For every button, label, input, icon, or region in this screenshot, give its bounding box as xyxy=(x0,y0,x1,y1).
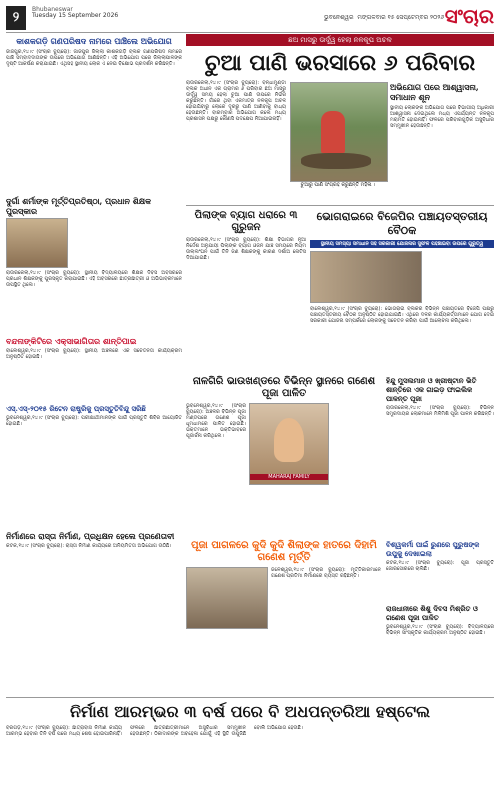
left-top-body: ଜାଜପୁର,୧୪।୯ (ସଂଚାର ବ୍ୟୁରୋ): ଜାଜପୁର ଜିଲ୍ଲା କାଶକଗଡ଼ି ବ୍ଲକ ଗଣପରିଷଦ ନାମରେ ପାଞ୍ଚି ସମ୍ବାଦଦାତାଙ୍କ ଉପରେ ଅଭିଯୋଗ ଆଣିଛନ୍ତି। ଏହି ଅଭିଯୋଗ ପରେ ଜିଲ୍ଲାପାଳଙ୍କ ଦୃଷ୍ଟି ଆକର୍ଷଣ କରାଯାଇଛି। ଏଥିସହ ସ୍ଥାନୀୟ ଲୋକ ଏ ନେଇ ବିକ୍ଷୋଭ ପ୍ରଦର୍ଶନ କରିଛନ୍ତି। xyxy=(6,49,182,67)
left-top-headline: କାଶକଗଡ଼ି ଗଣପରିଷଦ ନାମରେ ପାଞ୍ଚିଲେ ଅଭିଯୋଗ xyxy=(16,36,172,46)
left-story-1-photo xyxy=(6,218,68,268)
page-number: ୨ xyxy=(6,6,26,30)
photo-label: MAHARAJ FAMILY xyxy=(250,474,328,480)
top-headline: ଚୁଆ ପାଣି ଭରସାରେ ୬ ପରିବାର xyxy=(204,50,476,76)
photo-pit xyxy=(301,153,371,169)
story3-subhead: ସ୍ଥାନୀୟ ସମସ୍ୟା ସମାଧାନ ସହ ସରକାରୀ ଯୋଜନାର ସୁଫଳ ପହଞ୍ଚାଇବା ଉପରେ ଗୁରୁତ୍ୱ xyxy=(310,240,494,248)
divider-bottom xyxy=(6,697,494,698)
right-story-2-headline: ବିଶ୍ୱକର୍ମା ପାଇଁ ରୁଣରେ ପୁରୁଷଙ୍କ ଉପୁକୁ ଦେଖାଇଲା xyxy=(386,540,480,558)
left-top-story xyxy=(6,36,182,186)
center-photo xyxy=(249,403,329,485)
left-story-1-headline: ଦୁର୍ଗା ଶର୍ମାଙ୍କ ମୂର୍ତ୍ତିପ୍ରତିଷ୍ଠା, ପ୍ରଧାନ ଶିକ୍ଷକ ପୁରସ୍କାର xyxy=(6,196,152,216)
center-body-2 xyxy=(332,403,382,523)
top-story-photo xyxy=(290,82,388,182)
top-banner: ଛଅ ମାସରୁ ଊର୍ଦ୍ଧ୍ୱ ହେଲା ନଳକୂପ ଅଚଳ xyxy=(186,34,494,46)
left-story-3-headline: ଏସ୍.ଏସ୍-୨୦୧୫ ରିଟେନ ରାଷ୍ଟ୍ରିକୁ ପ୍ରସ୍ତୁତିବିନ୍ଦୁ ସରିଛି xyxy=(6,404,146,413)
date-odia xyxy=(324,14,444,22)
story3-headline: ଭୋଗରାଇରେ ବିଜେପିର ପଞ୍ଚାୟତସ୍ତରୀୟ ବୈଠକ xyxy=(316,210,488,237)
right-story-3 xyxy=(386,604,494,694)
top-story-body-block xyxy=(186,80,286,200)
right-story-3-body: ଭୁବନେଶ୍ୱର,୧୪।୯ (ସଂଚାର ବ୍ୟୁରୋ): ବିଦ୍ୟାଳୟରେ ବିଭିନ୍ନ ସାଂସ୍କୃତିକ କାର୍ଯ୍ୟକ୍ରମ ଅନୁଷ୍ଠିତ ହୋଇଛି। xyxy=(386,624,494,636)
left-story-4-body: କଟକ,୧୪।୯ (ସଂଚାର ବ୍ୟୁରୋ): ରାସ୍ତା ନିର୍ମାଣ କାର୍ଯ୍ୟରେ ଅନିୟମିତତା ଅଭିଯୋଗ ଉଠିଛି। xyxy=(6,543,172,549)
left-story-4-headline: ନିର୍ମାଣରେ ରାସ୍ତା ନିର୍ମାଣ, ପ୍ରଧିକ୍ଷନ ହେଲେ ପ୍ରଣେତାବୀ xyxy=(6,531,175,541)
date-odia-left: ଭୁବନେଶ୍ୱର xyxy=(324,14,354,21)
story3-photo xyxy=(310,251,422,303)
center-story xyxy=(186,376,382,536)
top-photo-caption: ଚୁଆରୁ ପାଣି ସଂଗ୍ରହ କରୁଛନ୍ତି ମହିଳା । xyxy=(300,182,376,188)
story3-body: ବାଲେଶ୍ୱର,୧୪।୯ (ସଂଚାର ବ୍ୟୁରୋ): ଭୋଗରାଇ ବ୍ଲକର ବିଭିନ୍ନ ପଞ୍ଚାୟତରେ ବିଜେପି ପକ୍ଷରୁ ପଞ୍ଚାୟତସ୍ତରୀୟ ବୈଠକ ଅନୁଷ୍ଠିତ ହୋଇଯାଇଛି। ଏଥିରେ ଦଳର କାର୍ଯ୍ୟକର୍ତ୍ତାମାନେ ଯୋଗ ଦେଇ ସରକାରୀ ଯୋଜନା ସମ୍ପର୍କରେ ଲୋକଙ୍କୁ ସଚେତନ କରିବା ପାଇଁ ଆଲୋଚନା କରିଥିଲେ। xyxy=(310,306,494,324)
bottom-mid-photo xyxy=(186,567,268,629)
date-english: Tuesday 15 September 2026 xyxy=(32,12,119,19)
left-story-1-body: ରାଉରକେଲା,୧୪।୯ (ସଂଚାର ବ୍ୟୁରୋ): ସ୍ଥାନୀୟ ବିଦ୍ୟାଳୟରେ ଶିକ୍ଷକ ଦିବସ ଅବସରରେ ପ୍ରଧାନ ଶିକ୍ଷକଙ୍କୁ ପୁରସ୍କୃତ କରାଯାଇଛି। ଏହି ଅବସରରେ ଛାତ୍ରଛାତ୍ରୀ ଓ ଅଭିଭାବକମାନେ ଉପସ୍ଥିତ ଥିଲେ। xyxy=(6,270,182,288)
top-side-headline: ଅଭିଯୋଗ ପରେ ଆଶ୍ୱାସନା, ସମାଧାନ ଶୂନ xyxy=(390,82,479,102)
photo-figure xyxy=(321,111,345,153)
left-story-3-body: ଭୁବନେଶ୍ୱର,୧୪।୯ (ସଂଚାର ବ୍ୟୁରୋ): ପରୀକ୍ଷାର୍ଥୀମାନଙ୍କ ପାଇଁ ପ୍ରସ୍ତୁତି ଶିବିର ଆୟୋଜିତ ହୋଇଛି। xyxy=(6,415,182,427)
page-header xyxy=(6,6,494,33)
left-column xyxy=(6,196,182,696)
story-ganesh-idol-making xyxy=(186,540,382,670)
center-headline: ନାଳଗିରି ଭାଉଖଣ୍ଡରେ ବିଭିନ୍ନ ସ୍ଥାନରେ ଗଣେଶ ପୂଜା ପାଳିତ xyxy=(192,376,376,399)
bottom-headline: ନିର୍ମାଣ ଆରମ୍ଭର ୩ ବର୍ଷ ପରେ ବି ଅଧପନ୍ତରିଆ ହଷ୍ଟେଲ xyxy=(70,702,430,721)
left-story-2-body: ବାଲେଶ୍ୱର,୧୪।୯ (ସଂଚାର ବ୍ୟୁରୋ): ସ୍ଥାନୀୟ ଅଞ୍ଚଳରେ ଏକ ସଚେତନତା କାର୍ଯ୍ୟକ୍ରମ ଅନୁଷ୍ଠିତ ହୋଇଛି। xyxy=(6,348,182,360)
story-bjp-meeting xyxy=(310,210,494,370)
top-side-block xyxy=(390,82,494,202)
top-story-body: ରାଉରକେଲା,୧୪।୯ (ସଂଚାର ବ୍ୟୁରୋ): ବନ୍ଧାମୁଣ୍ଡା ବ୍ଲକ ଅଧୀନ ଏକ ଗ୍ରାମର ୬ ପରିବାର ଛଅ ମାସରୁ ଊର୍ଦ୍ଧ୍ୱ ସମୟ ହେଲା ଚୁଆ ପାଣି ଉପରେ ନିର୍ଭର କରୁଛନ୍ତି। ଗାଁରେ ଥିବା ଏକମାତ୍ର ନଳକୂପ ଅଚଳ ହୋଇଯିବାରୁ ଲୋକେ ଦୂରରୁ ପାଣି ଆଣିବାକୁ ବାଧ୍ୟ ହେଉଛନ୍ତି। ବାରମ୍ବାର ଅଭିଯୋଗ କଲେ ମଧ୍ୟ ପ୍ରଶାସନ ପକ୍ଷରୁ କୌଣସି ପଦକ୍ଷେପ ନିଆଯାଇନାହିଁ। xyxy=(186,80,286,122)
top-side-body: ସ୍ଥାନୀୟ ଲୋକଙ୍କ ଅଭିଯୋଗ ପରେ ବିଭାଗୀୟ ଅଧିକାରୀ ଆଶ୍ୱାସନା ଦେଇଥିଲେ ମଧ୍ୟ ଏପର୍ଯ୍ୟନ୍ତ ନଳକୂପ ମରାମତି ହୋଇନାହିଁ। ଫଳରେ ପରିବାରଗୁଡ଼ିକ ଅସୁବିଧାର ସମ୍ମୁଖୀନ ହେଉଛନ୍ତି। xyxy=(390,105,494,129)
story-bag-check xyxy=(186,210,306,370)
idol-figure xyxy=(274,418,304,462)
bottom-mid-body: ଜଳେଶ୍ୱର,୧୪।୯ (ସଂଚାର ବ୍ୟୁରୋ): ମୃର୍ତ୍ତିକାରମାନେ ଗଣେଶ ପ୍ରତିମା ନିର୍ମାଣରେ ବ୍ୟସ୍ତ ରହିଛନ୍ତି। xyxy=(271,567,381,579)
story2-headline: ପିଲାଙ୍କ ବ୍ୟାଗ ଧରାରେ ୩ ଗୁରୁଜନ xyxy=(194,210,298,233)
right-story-2-body: କଟକ,୧୪।୯ (ସଂଚାର ବ୍ୟୁରୋ): ପୂଜା ପ୍ରସ୍ତୁତି ଜୋରସୋରରେ ଚାଲିଛି। xyxy=(386,560,494,572)
city-label: Bhubaneswar xyxy=(32,6,73,13)
bottom-body: ବରଗଡ଼,୧୪।୯ (ସଂଚାର ବ୍ୟୁରୋ): ଛାତ୍ରାବାସ ନିର୍ମାଣ କାର୍ଯ୍ୟ ଆରମ୍ଭ ହେବାର ତିନି ବର୍ଷ ପରେ ମଧ୍ୟ ଶେଷ ହୋଇପାରିନାହିଁ। ଫଳରେ ଛାତ୍ରଛାତ୍ରୀମାନେ ଅସୁବିଧାର ସମ୍ମୁଖୀନ ହେଉଛନ୍ତି। ଠିକାଦାରଙ୍କ ଅବହେଳା ଯୋଗୁଁ ଏହି ସ୍ଥିତି ଉପୁଜିଛି ବୋଲି ଅଭିଯୋଗ ହେଉଛି। xyxy=(6,725,303,737)
bottom-mid-headline: ପୂଜା ପାଗଳରେ କୁଦି କୁଦି ଶିଲାଙ୍କ ହାତରେ ଦିହାମି ଗଣେଶ ମୂର୍ତ୍ତି xyxy=(191,540,377,563)
date-odia-right: ମଙ୍ଗଳବାର ୧୫ ସେପ୍ଟେମ୍ବର ୨୦୨୬ xyxy=(357,14,445,21)
right-story-3-headline: ରାଜଧାନୀରେ ଶିଶୁ ଦିବସ ମିଶ୍ରିତ ଓ ଗଣେଶ ପୂଜା ପାଳିତ xyxy=(386,604,478,622)
right-story-1-headline: ହିନ୍ଦୁ ମୁସଲମାନ ଓ ଖ୍ରୀଷ୍ଟାନ ଭିତି ଶାନ୍ତିରେ ଏକ ଗାଇଡ଼ ଫାଇଲିକ ପାଳନ୍ତ ପୂଜା xyxy=(386,376,477,403)
right-story-2 xyxy=(386,540,494,600)
right-story-1-body: ରାଉରକେଲା,୧୪।୯ (ସଂଚାର ବ୍ୟୁରୋ): ବିଭିନ୍ନ ସମ୍ପ୍ରଦାୟର ଲୋକମାନେ ମିଳିମିଶି ପୂଜା ପାଳନ କରିଛନ୍ତି। xyxy=(386,405,494,417)
bottom-story xyxy=(6,702,494,782)
left-story-2-headline: ବନ୍ଦନାଙ୍କିଟିରେ ଏକ୍ସାଭାଗିତାର ଶାନ୍ତିପାଇ xyxy=(6,336,137,346)
center-body: ଭୁବନେଶ୍ୱର,୧୪।୯ (ସଂଚାର ବ୍ୟୁରୋ): ଅଞ୍ଚଳର ବିଭିନ୍ନ ପୂଜା ମଣ୍ଡପରେ ଗଣେଶ ପୂଜା ଧୂମଧାମରେ ପାଳିତ ହୋଇଛି। ଭକ୍ତମାନେ ଭକ୍ତିଭାବରେ ପୂଜାର୍ଚ୍ଚନା କରିଥିଲେ। xyxy=(186,403,246,439)
masthead: ସଂଚାର xyxy=(444,4,494,28)
story2-body: ରାଉରକେଲା,୧୪।୯ (ସଂଚାର ବ୍ୟୁରୋ): ଶିକ୍ଷା ବିଭାଗର ନୂଆ ନିର୍ଦ୍ଦେଶ ଅନୁଯାୟୀ ପିଲାଙ୍କ ବ୍ୟାଗ ଓଜନ ଯାଞ୍ଚ ସମୟରେ ନିୟମ ଉଲ୍ଲଂଘନ ପାଇଁ ତିନି ଜଣ ଶିକ୍ଷକଙ୍କୁ କାରଣ ଦର୍ଶାଅ ନୋଟିସ ଦିଆଯାଇଛି। xyxy=(186,237,306,261)
divider xyxy=(186,205,494,206)
right-story-1 xyxy=(386,376,494,536)
